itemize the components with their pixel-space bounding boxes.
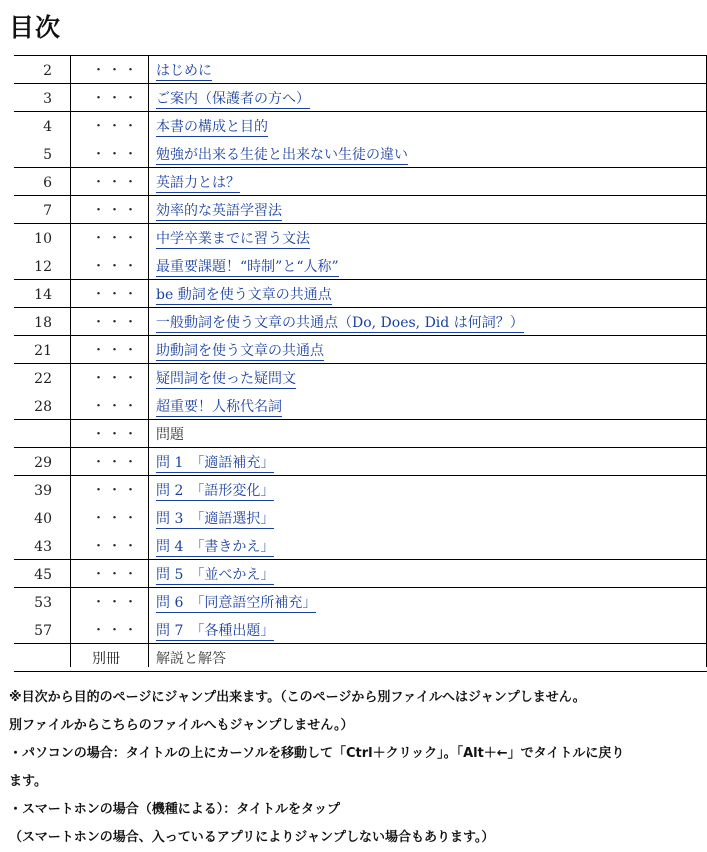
toc-page-number: 45: [34, 567, 52, 583]
toc-entry-title: 疑問詞を使った疑問文: [156, 371, 296, 387]
toc-link[interactable]: [156, 113, 268, 141]
toc-page-number: 21: [34, 343, 52, 359]
toc-link[interactable]: [156, 393, 282, 421]
toc-entry-title: 助動詞を使う文章の共通点: [156, 343, 324, 359]
toc-page-number: [14, 645, 52, 673]
toc-entry-title: はじめに: [156, 63, 212, 79]
note-line: ます。: [9, 774, 47, 789]
page-title: 目次: [9, 13, 62, 42]
toc-dots: ・・・: [92, 567, 141, 582]
toc-page-number: 3: [43, 91, 52, 107]
toc-link[interactable]: [156, 141, 408, 169]
note-line: ・パソコンの場合：タイトルの上にカーソルを移動して「Ctrl＋クリック」。「Alt＋←」でタイトルに戻り: [9, 746, 625, 761]
note-line: 別ファイルからこちらのファイルへもジャンプしません。）: [9, 718, 354, 733]
usage-notes: [9, 684, 704, 852]
toc-link[interactable]: [156, 281, 332, 309]
toc-entry-title: 問題: [156, 427, 184, 443]
toc-page-number: [14, 421, 52, 449]
toc-link[interactable]: [156, 589, 316, 617]
toc-entry-title: 問 3 「適語選択」: [156, 511, 275, 527]
toc-page-number: 40: [34, 511, 52, 527]
note-line: ・スマートホンの場合（機種による）：タイトルをタップ: [9, 802, 340, 817]
toc-dots: ・・・: [92, 315, 141, 330]
toc-page-number: 10: [34, 231, 52, 247]
toc-link[interactable]: [156, 253, 339, 281]
toc-entry-title: 本書の構成と目的: [156, 119, 268, 135]
toc-page-number: 5: [43, 147, 52, 163]
toc-link[interactable]: [156, 477, 274, 505]
toc-page-number: 4: [43, 119, 52, 135]
toc-entry-title: 中学卒業までに習う文法: [156, 231, 310, 247]
toc-label: [156, 421, 184, 449]
toc-link[interactable]: [156, 617, 274, 645]
toc-dots: ・・・: [92, 539, 141, 554]
toc-link[interactable]: [156, 365, 296, 393]
toc-dots: ・・・: [92, 455, 141, 470]
toc-page-number: 7: [43, 203, 52, 219]
toc-dots: ・・・: [92, 399, 141, 414]
toc-link[interactable]: [156, 197, 282, 225]
note-line: （スマートホンの場合、入っているアプリによりジャンプしない場合もあります。）: [9, 830, 495, 845]
toc-link[interactable]: [156, 57, 212, 85]
toc-page-number: 53: [34, 595, 52, 611]
toc-link[interactable]: [156, 337, 324, 365]
toc-entry-title: ご案内（保護者の方へ）: [156, 91, 310, 107]
toc-dots: ・・・: [92, 343, 141, 358]
toc-entry-title: 効率的な英語学習法: [156, 203, 282, 219]
toc-table: [14, 55, 707, 667]
toc-page-number: 29: [34, 455, 52, 471]
toc-page-number: 14: [34, 287, 52, 303]
toc-entry-title: 問 1 「適語補充」: [156, 455, 275, 471]
toc-link[interactable]: [156, 85, 310, 113]
toc-page-number: 39: [34, 483, 52, 499]
toc-page-number: 22: [34, 371, 52, 387]
toc-separate-volume-label: 別冊: [92, 651, 120, 667]
toc-entry-title: 問 2 「語形変化」: [156, 483, 275, 499]
toc-entry-title: 問 5 「並べかえ」: [156, 567, 275, 583]
toc-link[interactable]: [156, 449, 274, 477]
toc-dots: ・・・: [92, 427, 141, 442]
toc-page-number: 6: [43, 175, 52, 191]
toc-dots: ・・・: [92, 511, 141, 526]
toc-entry-title: 勉強が出来る生徒と出来ない生徒の違い: [156, 147, 408, 163]
toc-dots: ・・・: [92, 119, 141, 134]
toc-link[interactable]: [156, 169, 240, 197]
toc-page-number: 28: [34, 399, 52, 415]
toc-page-number: 43: [34, 539, 52, 555]
toc-link[interactable]: [156, 561, 274, 589]
toc-entry-title: 問 6 「同意語空所補充」: [156, 595, 317, 611]
toc-dots: ・・・: [92, 259, 141, 274]
toc-entry-title: be 動詞を使う文章の共通点: [156, 287, 332, 303]
toc-dots: ・・・: [92, 483, 141, 498]
toc-entry-title: 解説と解答: [156, 651, 226, 667]
toc-dots: ・・・: [92, 63, 141, 78]
toc-dots: ・・・: [92, 287, 141, 302]
toc-link[interactable]: [156, 309, 524, 337]
toc-dots: ・・・: [92, 231, 141, 246]
toc-dots: ・・・: [92, 147, 141, 162]
toc-entry-title: 問 7 「各種出題」: [156, 623, 275, 639]
toc-link[interactable]: [156, 225, 310, 253]
toc-dots: ・・・: [92, 175, 141, 190]
toc-label: [156, 645, 226, 673]
toc-entry-title: 問 4 「書きかえ」: [156, 539, 275, 555]
toc-page-number: 18: [34, 315, 52, 331]
toc-link[interactable]: [156, 505, 274, 533]
toc-dots: ・・・: [92, 595, 141, 610]
toc-entry-title: 一般動詞を使う文章の共通点（Do, Does, Did は何詞？）: [156, 315, 524, 331]
toc-page-number: 12: [34, 259, 52, 275]
toc-dots: ・・・: [92, 623, 141, 638]
toc-entry-title: 英語力とは？: [156, 175, 240, 191]
toc-dots: ・・・: [92, 371, 141, 386]
toc-entry-title: 最重要課題！“時制”と“人称”: [156, 259, 339, 275]
toc-page-number: 57: [34, 623, 52, 639]
toc-page-number: 2: [43, 63, 52, 79]
column-divider: [70, 55, 71, 667]
toc-dots: ・・・: [92, 203, 141, 218]
toc-dots: ・・・: [92, 91, 141, 106]
note-line: ※目次から目的のページにジャンプ出来ます。（このページから別ファイルへはジャンプしません。: [9, 690, 586, 705]
toc-entry-title: 超重要！人称代名詞: [156, 399, 282, 415]
row-divider: [14, 55, 707, 56]
toc-link[interactable]: [156, 533, 274, 561]
